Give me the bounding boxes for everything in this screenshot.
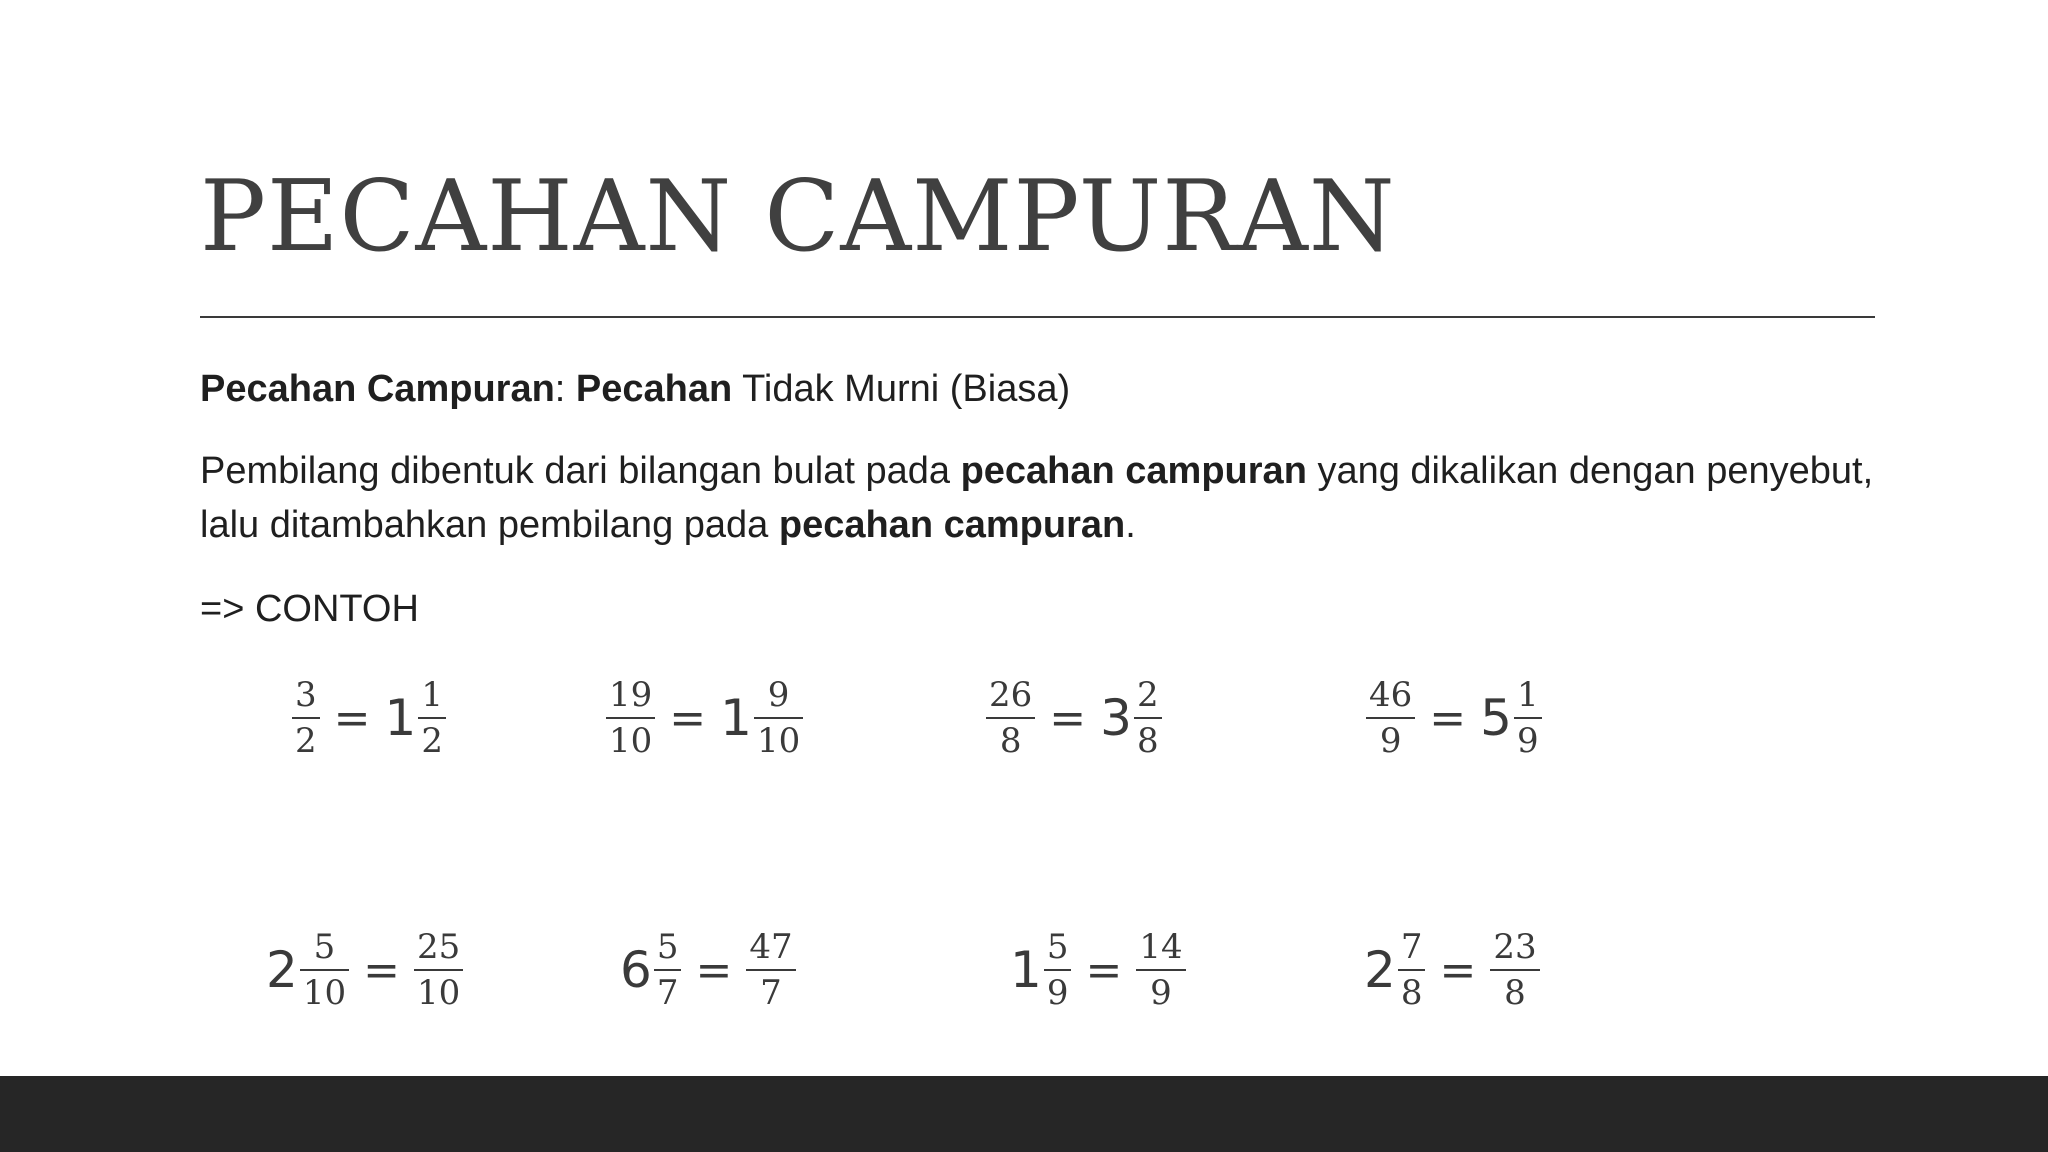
denominator: 8 bbox=[986, 717, 1035, 758]
equals-sign: = bbox=[333, 692, 371, 744]
footer-bar bbox=[0, 1076, 2048, 1152]
denominator: 10 bbox=[300, 969, 349, 1010]
whole-number: 1 bbox=[1010, 941, 1042, 999]
example-row2-item-4 bbox=[1364, 927, 1540, 1013]
whole-number: 1 bbox=[384, 689, 417, 747]
denominator: 8 bbox=[1398, 969, 1426, 1010]
slide-title: PECAHAN CAMPURAN bbox=[200, 160, 1396, 274]
numerator: 23 bbox=[1493, 927, 1537, 967]
numerator: 19 bbox=[609, 675, 653, 715]
denominator: 8 bbox=[1490, 969, 1539, 1010]
denominator: 10 bbox=[414, 969, 463, 1010]
numerator: 47 bbox=[749, 927, 793, 967]
denominator: 2 bbox=[418, 717, 446, 758]
numerator: 5 bbox=[313, 927, 336, 967]
whole-number: 2 bbox=[266, 941, 298, 999]
equals-sign: = bbox=[1085, 944, 1123, 996]
improper-fraction bbox=[986, 675, 1035, 761]
definition-term: Pecahan Campuran bbox=[200, 368, 555, 410]
denominator: 10 bbox=[754, 717, 803, 758]
numerator: 46 bbox=[1369, 675, 1413, 715]
numerator: 3 bbox=[295, 675, 317, 715]
whole-number: 3 bbox=[1100, 689, 1132, 747]
definition-colon: : bbox=[554, 368, 566, 410]
numerator: 2 bbox=[1136, 675, 1159, 715]
numerator: 14 bbox=[1139, 927, 1183, 967]
denominator: 9 bbox=[1136, 969, 1185, 1010]
whole-number: 6 bbox=[620, 941, 652, 999]
explanation-part2: yang dikalikan dengan penyebut, lalu ditambahkan pembilang pada bbox=[200, 450, 1874, 546]
improper-fraction bbox=[606, 675, 655, 761]
denominator: 9 bbox=[1514, 717, 1542, 758]
numerator: 1 bbox=[421, 675, 443, 715]
mixed-fraction-part bbox=[418, 675, 446, 761]
definition-line bbox=[200, 362, 1880, 416]
denominator: 10 bbox=[606, 717, 655, 758]
example-row2-item-3 bbox=[1010, 927, 1186, 1013]
equals-sign: = bbox=[695, 944, 733, 996]
denominator: 7 bbox=[746, 969, 795, 1010]
mixed-fraction-part bbox=[1044, 927, 1072, 1013]
equals-sign: = bbox=[669, 692, 707, 744]
example-row1-item-4 bbox=[1366, 675, 1542, 761]
definition-rest: Tidak Murni (Biasa) bbox=[742, 368, 1071, 410]
explanation-end: . bbox=[1125, 504, 1136, 546]
denominator: 2 bbox=[292, 717, 320, 758]
denominator: 7 bbox=[654, 969, 682, 1010]
example-row1-item-2 bbox=[606, 675, 803, 761]
equals-sign: = bbox=[1049, 692, 1087, 744]
improper-fraction bbox=[414, 927, 463, 1013]
definition-bold-word: Pecahan bbox=[575, 368, 733, 410]
example-label: => CONTOH bbox=[200, 588, 419, 630]
numerator: 7 bbox=[1400, 927, 1423, 967]
title-divider bbox=[200, 316, 1875, 318]
explanation-paragraph bbox=[200, 444, 1880, 552]
whole-number: 1 bbox=[720, 689, 752, 747]
denominator: 9 bbox=[1366, 717, 1415, 758]
improper-fraction bbox=[1136, 927, 1185, 1013]
whole-number: 2 bbox=[1364, 941, 1396, 999]
mixed-fraction-part bbox=[1514, 675, 1542, 761]
improper-fraction bbox=[292, 675, 320, 761]
improper-fraction bbox=[1490, 927, 1539, 1013]
improper-fraction bbox=[1366, 675, 1415, 761]
equals-sign: = bbox=[1439, 944, 1477, 996]
denominator: 9 bbox=[1044, 969, 1072, 1010]
equals-sign: = bbox=[363, 944, 400, 996]
explanation-part1: Pembilang dibentuk dari bilangan bulat pada bbox=[200, 450, 950, 492]
example-row2-item-1 bbox=[266, 927, 463, 1013]
mixed-fraction-part bbox=[754, 675, 803, 761]
explanation-bold2: pecahan campuran bbox=[778, 504, 1126, 546]
mixed-fraction-part bbox=[300, 927, 349, 1013]
example-row1-item-3 bbox=[986, 675, 1162, 761]
example-row2-item-2 bbox=[620, 927, 796, 1013]
improper-fraction bbox=[746, 927, 795, 1013]
numerator: 5 bbox=[656, 927, 679, 967]
explanation-bold1: pecahan campuran bbox=[960, 450, 1307, 492]
numerator: 9 bbox=[767, 675, 790, 715]
whole-number: 5 bbox=[1480, 689, 1512, 747]
denominator: 8 bbox=[1134, 717, 1162, 758]
mixed-fraction-part bbox=[1398, 927, 1426, 1013]
mixed-fraction-part bbox=[654, 927, 682, 1013]
numerator: 26 bbox=[989, 675, 1033, 715]
mixed-fraction-part bbox=[1134, 675, 1162, 761]
example-row1-item-1 bbox=[292, 675, 446, 761]
equals-sign: = bbox=[1429, 692, 1467, 744]
numerator: 5 bbox=[1046, 927, 1069, 967]
numerator: 1 bbox=[1516, 675, 1539, 715]
numerator: 25 bbox=[416, 927, 461, 967]
